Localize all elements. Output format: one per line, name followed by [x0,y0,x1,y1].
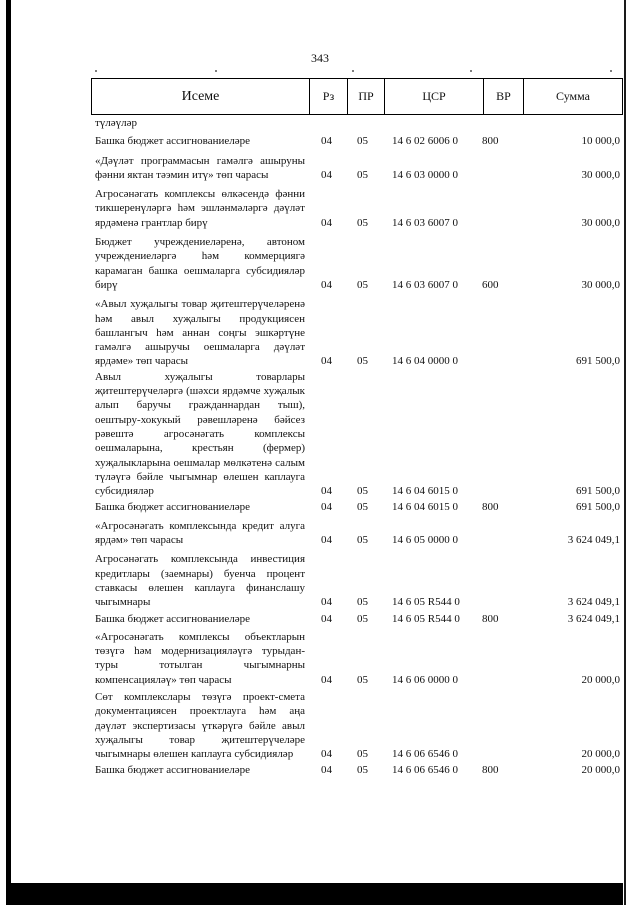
row-desc: Агросәнәгать комплексы өлкәсендә фәнни тикшеренүләргә һәм эшләнмәләргә дәүләт ярдәменә грантлар бирү [95,188,305,229]
row-rz: 04 [321,596,332,609]
row-rz: 04 [321,355,332,368]
row-pr: 05 [357,764,368,777]
row-csr: 14 6 05 0000 0 [392,534,458,547]
row-vr: 600 [482,278,499,291]
row-sum: 20 000,0 [581,673,620,686]
table-row [95,612,620,626]
row-vr: 800 [482,501,499,514]
row-sum: 30 000,0 [581,216,620,229]
row-rz: 04 [321,534,332,547]
row-csr: 14 6 06 6546 0 [392,764,458,777]
row-rz: 04 [321,135,332,148]
scan-border-right [624,0,626,905]
row-desc: Башка бюджет ассигнованиеләре [95,612,250,625]
row-sum: 3 624 049,1 [567,612,620,625]
speck [352,70,354,72]
row-sum: 30 000,0 [581,278,620,291]
scan-specks [90,68,620,76]
table-row [95,370,620,499]
row-csr: 14 6 04 6015 0 [392,485,458,498]
row-sum: 10 000,0 [581,135,620,148]
row-rz: 04 [321,278,332,291]
header-vr: ВР [484,79,524,114]
row-sum: 3 624 049,1 [567,596,620,609]
row-rz: 04 [321,501,332,514]
row-sum: 30 000,0 [581,168,620,181]
row-csr: 14 6 05 R544 0 [392,612,460,625]
row-rz: 04 [321,485,332,498]
header-pr: ПР [348,79,385,114]
row-desc: Бюджет учреждениеләренә, автоном учреждениеләргә һәм коммерциягә карамаган башка оешмаларга субсидияләр бирү [95,236,305,291]
speck [95,70,97,72]
scan-border-bottom [6,883,623,905]
row-csr: 14 6 02 6006 0 [392,135,458,148]
row-desc: Башка бюджет ассигнованиеләре [95,764,250,777]
table-row [95,297,620,368]
header-rz: Рз [310,79,348,114]
table-row [95,763,620,777]
row-csr: 14 6 03 0000 0 [392,168,458,181]
row-desc: «Агросәнәгать комплексында кредит алуга ярдәм» төп чарасы [95,519,305,547]
row-csr: 14 6 04 0000 0 [392,355,458,368]
row-sum: 3 624 049,1 [567,534,620,547]
table-row [95,552,620,609]
row-sum: 20 000,0 [581,748,620,761]
row-csr: 14 6 03 6007 0 [392,278,458,291]
scan-border-left [6,0,11,885]
row-desc: Сөт комплекслары төзүгә проект-смета документациясен проектлауга һәм аңа дәүләт экспертизасы үткәрүгә бәйле авыл хуҗалыгы товар җитештерүчеләре чыгымнары өлешен каплауга субсидияләр [95,690,305,761]
row-csr: 14 6 04 6015 0 [392,501,458,514]
row-pr: 05 [357,612,368,625]
row-pr: 05 [357,501,368,514]
header-csr: ЦСР [385,79,484,114]
row-csr: 14 6 05 R544 0 [392,596,460,609]
row-desc: Агросәнәгать комплексында инвестиция кредитлары (заемнары) буенча процент ставкасы өлешен каплауга финанслашу чыгымнары [95,553,305,609]
header-name: Исеме [92,79,310,114]
row-sum: 20 000,0 [581,764,620,777]
row-sum: 691 500,0 [576,355,620,368]
row-pr: 05 [357,596,368,609]
table-row [95,235,620,292]
row-rz: 04 [321,612,332,625]
row-desc: «Дәүләт программасын гамәлгә ашыруны фәнни яктан тәэмин итү» төп чарасы [95,154,305,181]
table-header [91,78,623,115]
table-row [95,500,620,514]
table-row [95,519,620,548]
table-row [95,134,620,148]
row-pr: 05 [357,168,368,181]
row-pr: 05 [357,534,368,547]
table-row [95,154,620,183]
row-vr: 800 [482,764,499,777]
table-body [95,116,620,778]
speck [610,70,612,72]
row-pr: 05 [357,355,368,368]
row-rz: 04 [321,216,332,229]
table-row [95,690,620,761]
header-sum: Сумма [556,89,590,103]
row-pr: 05 [357,216,368,229]
row-desc: Башка бюджет ассигнованиеләре [95,135,250,148]
row-desc: Башка бюджет ассигнованиеләре [95,501,250,514]
page-number: 343 [311,51,329,65]
speck [215,70,217,72]
row-sum: 691 500,0 [576,501,620,514]
row-pr: 05 [357,278,368,291]
row-vr: 800 [482,135,499,148]
table-row [95,187,620,230]
row-desc: Авыл хуҗалыгы товарлары җитештерүчеләргә (шәхси ярдәмче хуҗалык алып баручы гражданнардан тыш), оештыру-хокукый рәвешләренә бәйсез рәвештә агросәнәгать комплексы оешмаларына, крестьян (фермер) хуҗалыкларына оешмалар мөлкәтенә салым түләүгә бәйле чыгымнар өлешен каплауга субсидияләр [95,370,305,498]
row-rz: 04 [321,168,332,181]
table-row [95,630,620,687]
row-pr: 05 [357,135,368,148]
row-sum: 691 500,0 [576,485,620,498]
row-pr: 05 [357,673,368,686]
row-desc: «Авыл хуҗалыгы товар җитештерүчеләренә һәм авыл хуҗалыгы продукциясен башлангыч һәм аннан соңгы эшкәртүне гамәлгә ашыручы оешмаларга дәүләт ярдәме» төп чарасы [95,298,305,368]
row-desc: түләүләр [95,117,138,129]
row-csr: 14 6 03 6007 0 [392,216,458,229]
row-csr: 14 6 06 0000 0 [392,673,458,686]
row-csr: 14 6 06 6546 0 [392,748,458,761]
row-pr: 05 [357,485,368,498]
row-rz: 04 [321,748,332,761]
row-rz: 04 [321,673,332,686]
row-desc: «Агросәнәгать комплексы объектларын төзүгә һәм модернизацияләүгә турыдан-туры тотылган чыгымнарны компенсацияләү» төп чарасы [95,630,305,686]
row-pr: 05 [357,748,368,761]
row-vr: 800 [482,612,499,625]
speck [470,70,472,72]
row-rz: 04 [321,764,332,777]
table-row [95,116,620,130]
